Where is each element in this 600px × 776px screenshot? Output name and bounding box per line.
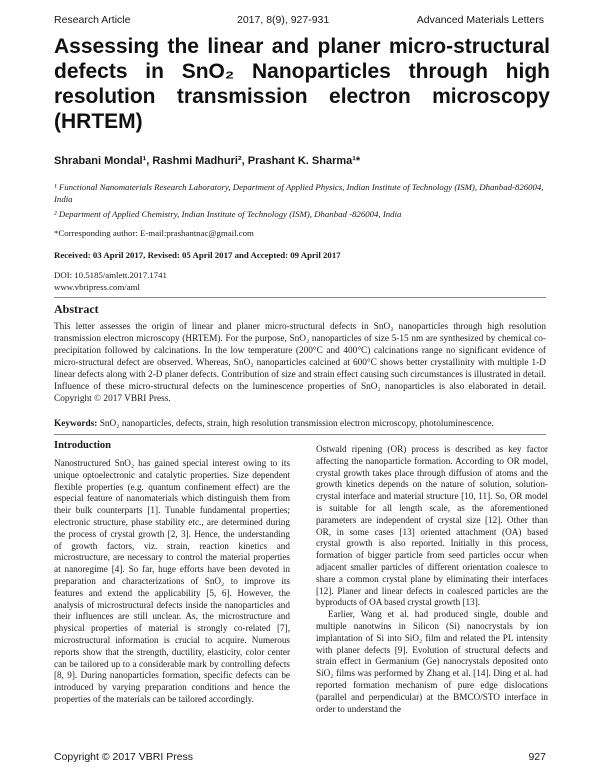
affiliation-1: ¹ Functional Nanomaterials Research Laboratory, Department of Applied Physics, Indian Institute of Technology (ISM), Dhanbad-826004, India (54, 182, 544, 204)
running-header (54, 14, 544, 28)
abstract-heading: Abstract (54, 302, 99, 316)
divider-bottom (54, 434, 546, 435)
submission-dates: Received: 03 April 2017, Revised: 05 April 2017 and Accepted: 09 April 2017 (54, 250, 341, 260)
journal-website: www.vbripress.com/aml (54, 282, 140, 292)
introduction-right-column (316, 444, 548, 715)
doi-block (54, 269, 550, 293)
introduction-paragraph-3: Earlier, Wang et al. had produced single, double and multiple nanotwins in Silicon (Si) nanocrystals by ion implantation of Si into SiO₂ film and related the PL intensity with planer defects [9]. Evolution of structural defects and strain effect in Germanium (Ge) nanocrystals deposited onto SiO₂ films was performed by Zhang et al. [14]. Ding et al. had reported formation mechanism of pure edge dislocations (parallel and perpendicular) at the BMCO/STO interface in order to understand the (316, 609, 548, 714)
doi: DOI: 10.5185/amlett.2017.1741 (54, 270, 167, 280)
introduction-heading: Introduction (54, 440, 111, 451)
volume-info: 2017, 8(9), 927-931 (237, 14, 330, 26)
paper-title: Assessing the linear and planer micro-structural defects in SnO₂ Nanoparticles through high resolution transmission electron microscopy (HRTEM) (54, 35, 550, 133)
affiliations (54, 181, 550, 223)
divider-top (54, 297, 546, 298)
corresponding-author: *Corresponding author: E-mail:prashantnac@gmail.com (54, 228, 254, 238)
keywords (54, 418, 546, 430)
footer-copyright: Copyright © 2017 VBRI Press (54, 751, 194, 763)
affiliation-2: ² Department of Applied Chemistry, Indian Institute of Technology (ISM), Dhanbad -826004, India (54, 209, 402, 219)
page-number: 927 (528, 751, 546, 763)
article-type: Research Article (54, 14, 131, 26)
introduction-paragraph-2: Ostwald ripening (OR) process is described as key factor affecting the nanoparticle formation. According to OR model, crystal growth takes place through diffusion of atoms and the growth kinetics depends on the nature of solution, solution-crystal interface and material structure [10, 11]. So, OR model is suitable for all length scale, as the aforementioned parameters are independent of crystal size [12]. Other than OR, in some cases [13] oriented attachment (OA) based crystal growth is also reported. Initially in this process, formation of bigger particle from seed particles occur when adjacent smaller particles of different orientation coalesce to share a common crystal plane by eliminating their interfaces [12]. Planer and linear defects in coalesced particles are the byproducts of OA based crystal growth [13]. (316, 444, 548, 608)
author-list: Shrabani Mondal¹, Rashmi Madhuri², Prashant K. Sharma¹* (54, 155, 361, 167)
page-footer (54, 751, 546, 765)
abstract-body: This letter assesses the origin of linear and planer micro-structural defects in SnO₂ nanoparticles through high resolution transmission electron microscopy (HRTEM). For the purpose, SnO₂ nanoparticles of size 5-15 nm are synthesized by chemical co-precipitation followed by calcinations. In the low temperature (200°C and 400°C) calcinations range no significant evidence of micro-structural defect are observed. Whereas, SnO₂ nanoparticles calcined at 600°C shows better crystallinity with multiple 1-D linear defects along with 2-D planer defects. Contribution of size and strain effect causing such circumstances is illustrated in detail. Influence of these micro-structural defects on the luminescence properties of SnO₂ nanoparticles is also elaborated in detail. Copyright © 2017 VBRI Press. (54, 322, 546, 404)
keywords-text: SnO₂ nanoparticles, defects, strain, high resolution transmission electron microscopy, photoluminescence. (99, 419, 494, 429)
keywords-label: Keywords: (54, 419, 98, 429)
introduction-left-column: Nanostructured SnO₂ has gained special interest owing to its unique optoelectronic and catalytic properties. Size dependent flexible properties (e.g. quantum confinement effect) are the especial feature of nanomaterials which distinguish them from their bulk counterparts [1]. Tunable fundamental properties; electronic structure, phase stability etc., are determined during the process of crystal growth [2, 3]. Hence, the understanding of growth factors, viz. strain, reaction kinetics and microstructure, are necessary to control the material properties at nanoregime [4]. So far, huge efforts have been devoted in preparation and characterizations of SnO₂ to improve its features and extend the applicability [5, 6]. However, the analysis of microstructural defects inside the nanoparticles and their influences are still unclear. As, the microstructure and physical properties of material is strongly co-related [7], microstructural information is crucial to acquire. Numerous reports show that the strength, ductility, elasticity, color center can be tailored up to a considerable mark by controlling defects [8, 9]. During nanoparticles formation, specific defects can be introduced by varying preparation conditions and hence the properties of the materials can be tailored accordingly. (54, 458, 290, 704)
journal-name: Advanced Materials Letters (416, 14, 544, 26)
